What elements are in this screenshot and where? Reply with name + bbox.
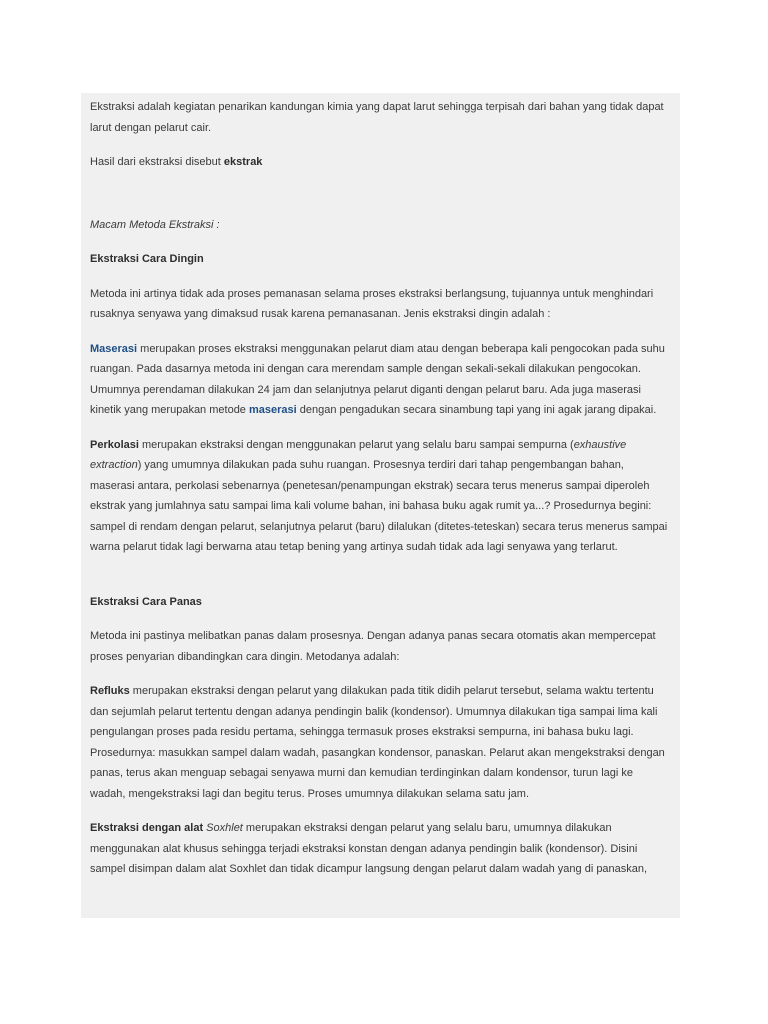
definition-paragraph: Ekstraksi adalah kegiatan penarikan kandungan kimia yang dapat larut sehingga terpisah dari bahan yang tidak dapat larut dengan pelarut cair. xyxy=(90,101,664,134)
cold-extraction-heading: Ekstraksi Cara Dingin xyxy=(90,253,204,265)
perkolasi-term: Perkolasi xyxy=(90,438,139,451)
exhaustive-extraction-term: exhaustive extraction xyxy=(90,438,627,471)
cold-extraction-intro: Metoda ini artinya tidak ada proses pemanasan selama proses ekstraksi berlangsung, tujuannya untuk menghindari rusaknya senyawa yang dimaksud rusak karena pemanasanan. Jenis ekstraksi dingin adalah : xyxy=(90,287,654,320)
document-content xyxy=(81,93,680,880)
result-paragraph xyxy=(90,152,671,173)
maserasi-paragraph xyxy=(90,339,671,421)
soxhlet-text: merupakan ekstraksi dengan pelarut yang selalu baru, umumnya dilakukan menggunakan alat khusus sehingga terjadi ekstraksi konstan dengan adanya pendingin balik (kondensor). Disini sampel disimpan dalam alat Soxhlet dan tidak dicampur langsung dengan pelarut dalam wadah yang di panaskan, xyxy=(90,822,648,875)
perkolasi-text-1: merupakan ekstraksi dengan menggunakan pelarut yang selalu baru sampai sempurna ( xyxy=(138,438,574,451)
document-page xyxy=(81,93,680,918)
refluks-paragraph xyxy=(90,681,671,804)
maserasi-link[interactable]: Maserasi xyxy=(90,342,138,355)
methods-heading: Macam Metoda Ekstraksi : xyxy=(90,218,220,231)
maserasi-text-1: merupakan proses ekstraksi menggunakan pelarut diam atau dengan beberapa kali pengocokan pada suhu ruangan. Pada dasarnya metoda ini dengan cara merendam sample dengan sekali-sekali dilakukan pengocokan. Umumnya perendaman dilakukan 24 jam dan selanjutnya pelarut diganti dengan pelarut baru. Ada juga maserasi kinetik yang merupakan metode xyxy=(90,342,665,416)
soxhlet-italic: Soxhlet xyxy=(206,822,243,834)
maserasi-text-2: dengan pengadukan secara sinambung tapi yang ini agak jarang dipakai. xyxy=(296,404,657,416)
perkolasi-paragraph xyxy=(90,435,671,558)
soxhlet-paragraph xyxy=(90,818,671,880)
ekstrak-term: ekstrak xyxy=(223,156,263,168)
hot-extraction-intro: Metoda ini pastinya melibatkan panas dalam prosesnya. Dengan adanya panas secara otomatis akan mempercepat proses penyarian dibandingkan cara dingin. Metodanya adalah: xyxy=(90,630,656,663)
result-text: Hasil dari ekstraksi disebut xyxy=(90,156,224,168)
refluks-text: merupakan ekstraksi dengan pelarut yang dilakukan pada titik didih pelarut tersebut, selama waktu tertentu dan sejumlah pelarut tertentu dengan adanya pendingin balik (kondensor). Umumnya dilakukan tiga sampai lima kali pengulangan proses pada residu pertama, sehingga termasuk proses ekstraksi sempurna, ini bahasa buku lagi. Prosedurnya: masukkan sampel dalam wadah, pasangkan kondensor, panaskan. Pelarut akan mengekstraksi dengan panas, terus akan menguap sebagai senyawa murni dan kemudian terdinginkan dalam kondensor, turun lagi ke wadah, mengekstraksi lagi dan begitu terus. Proses umumnya dilakukan selama satu jam. xyxy=(90,685,665,800)
soxhlet-term: Ekstraksi dengan alat xyxy=(90,822,204,834)
maserasi-link-inline[interactable]: maserasi xyxy=(248,404,297,416)
perkolasi-text-2: ) yang umumnya dilakukan pada suhu ruangan. Prosesnya terdiri dari tahap pengembangan bahan, maserasi antara, perkolasi sebenarnya (penetesan/penampungan ekstrak) secara terus menerus sampai diperoleh ekstrak yang jumlahnya satu sampai lima kali volume bahan, ini bahasa buku agak rumit ya...? Prosedurnya begini: sampel di rendam dengan pelarut, selanjutnya pelarut (baru) dilalukan (ditetes-teteskan) secara terus menerus sampai warna pelarut tidak lagi berwarna atau tetap bening yang artinya sudah tidak ada lagi senyawa yang terlarut. xyxy=(90,459,668,553)
hot-extraction-heading: Ekstraksi Cara Panas xyxy=(90,595,202,608)
refluks-term: Refluks xyxy=(90,685,130,697)
